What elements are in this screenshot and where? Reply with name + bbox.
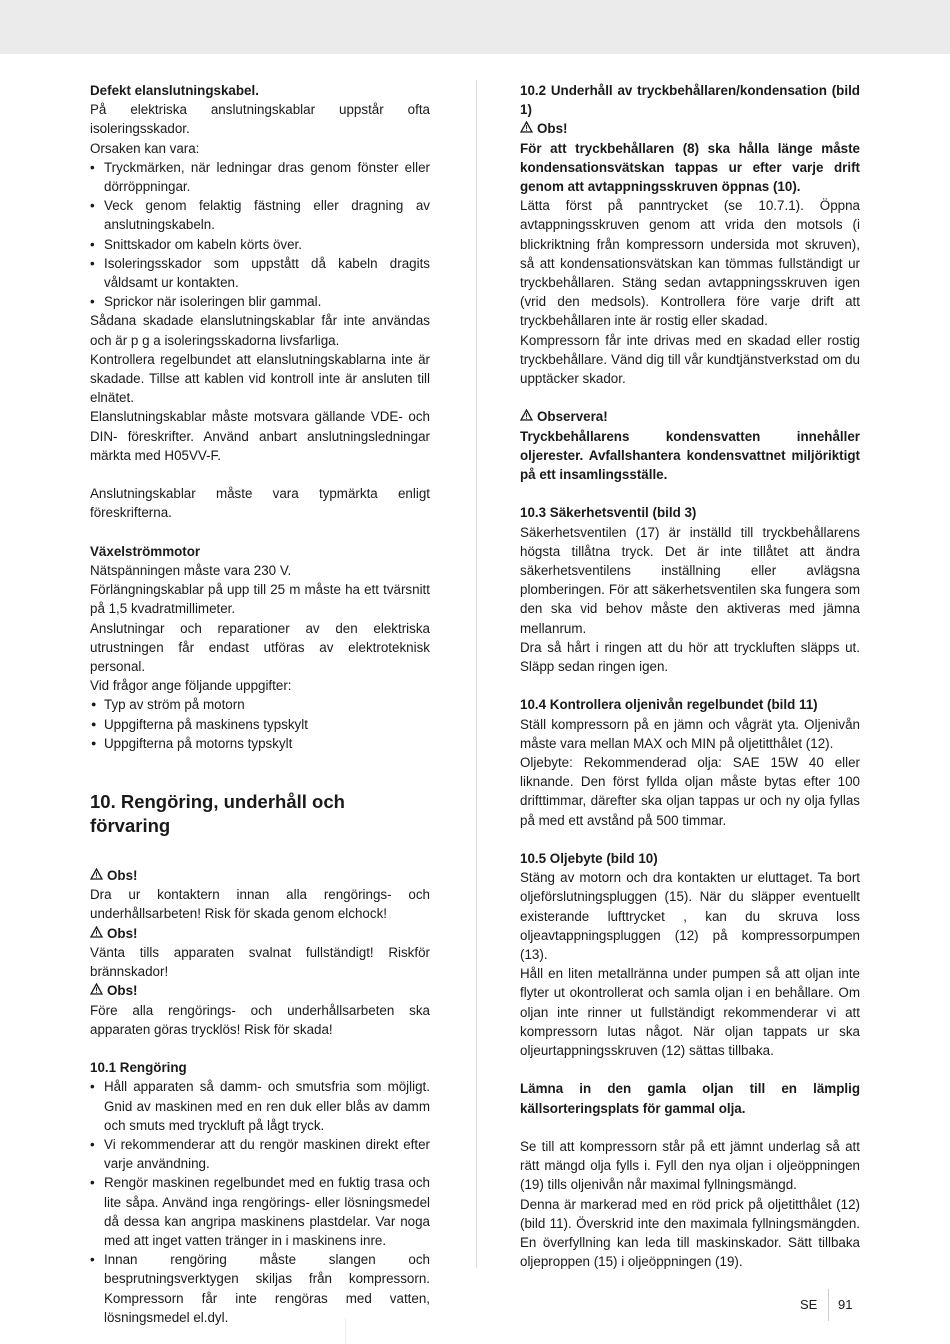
- chapter-heading: 10. Rengöring, underhåll och förvaring: [90, 791, 345, 837]
- section-heading-vaxelstrommotor: Växelströmmotor: [90, 543, 201, 559]
- column-divider: [476, 80, 477, 1268]
- section-heading-rengoring: 10.1 Rengöring: [90, 1060, 187, 1076]
- paragraph: Anslutningskablar måste vara typmärkta enligt föreskrifterna.: [90, 486, 430, 521]
- section-heading-10-5: 10.5 Oljebyte (bild 10): [520, 851, 658, 867]
- paragraph: Lätta först på panntrycket (se 10.7.1). Öppna avtappningsskruven genom att vrida den motsols (i blickriktning från kompressorn undersida mot skruven), så att kondensationsvätskan kan tömmas fullständigt ur tryckbehållaren. Stäng sedan avtappningsskruven igen (vrid den medsols). Kontrollera före varje drift att tryckbehållaren inte är rostig eller skadad.: [520, 198, 860, 329]
- left-column: [90, 81, 430, 1327]
- language-code: SE: [800, 1297, 818, 1312]
- warning-text: Vänta tills apparaten svalnat fullständigt! Riskför brännskador!: [90, 944, 430, 980]
- warning-text: För att tryckbehållaren (8) ska hålla länge måste kondensationsvätskan tappas ur efter varje drift genom att avtappningsskruven öppnas (10).: [520, 140, 860, 195]
- paragraph: Orsaken kan vara:: [90, 140, 200, 156]
- paragraph: Dra så hårt i ringen att du hör att tryckluften släpps ut. Släpp sedan ringen igen.: [520, 639, 860, 675]
- paragraph: Nätspänningen måste vara 230 V.: [90, 563, 292, 579]
- list-item: ● Uppgifterna på maskinens typskylt: [90, 715, 430, 734]
- warning-triangle-icon: [90, 866, 103, 885]
- paragraph: Håll en liten metallränna under pumpen så att oljan inte flyter ut okontrollerat och samla oljan i en behållare. Om oljan inte rinner ut fullständigt rekommenderar vi att kompressorn lutas något. När oljan tappats ur ska oljeurtappningsskruven (12) sättas tillbaka.: [520, 966, 860, 1059]
- section-heading-defekt: Defekt elanslutningskabel.: [90, 83, 259, 98]
- section-heading-10-2: 10.2 Underhåll av tryckbehållaren/kondensation (bild 1): [520, 83, 860, 118]
- warning-label: Obs!: [90, 981, 430, 1000]
- top-gray-band: [0, 0, 950, 54]
- warning-triangle-icon: [520, 119, 533, 138]
- paragraph: Elanslutningskablar måste motsvara gällande VDE- och DIN- föreskrifter. Använd anbart anslutningsledningar märkta med H05VV-F.: [90, 409, 430, 463]
- bullet-list: [90, 158, 430, 312]
- list-item: • Håll apparaten så damm- och smutsfria som möjligt. Gnid av maskinen med en ren duk eller blås av damm och smuts med tryckluft på lågt tryck.: [90, 1077, 430, 1135]
- section-heading-10-3: 10.3 Säkerhetsventil (bild 3): [520, 505, 697, 521]
- right-column: [520, 81, 860, 1272]
- list-item: • Tryckmärken, när ledningar dras genom fönster eller dörröppningar.: [90, 158, 430, 196]
- warning-label: Obs!: [520, 119, 860, 138]
- list-item: ● Typ av ström på motorn: [90, 695, 430, 714]
- paragraph: Vid frågor ange följande uppgifter:: [90, 678, 292, 694]
- bold-notice: Lämna in den gamla oljan till en lämplig källsorteringsplats för gammal olja.: [520, 1081, 860, 1116]
- section-heading-10-4: 10.4 Kontrollera oljenivån regelbundet (bild 11): [520, 697, 818, 713]
- warning-text: Dra ur kontaktern innan alla rengörings- och underhållsarbeten! Risk för skada genom elchock!: [90, 887, 430, 922]
- paragraph: Denna är markerad med en röd prick på oljetitthålet (12) (bild 11). Överskrid inte den maximala fyllningsmängden. En överfyllning kan leda till maskinskador. Sätt tillbaka oljeproppen (15) i oljeöppningen (19).: [520, 1196, 860, 1270]
- warning-triangle-icon: [90, 924, 103, 943]
- paragraph: Anslutningar och reparationer av den elektriska utrustningen får endast utföras av elektroteknisk personal.: [90, 620, 430, 675]
- warning-triangle-icon: [520, 407, 533, 426]
- warning-label: Observera!: [520, 407, 860, 426]
- warning-text: Tryckbehållarens kondensvatten innehåller oljerester. Avfallshantera kondensvattnet miljöriktigt på ett insamlingsställe.: [520, 428, 860, 483]
- paragraph: Förlängningskablar på upp till 25 m måste ha ett tvärsnitt på 1,5 kvadratmillimeter.: [90, 582, 430, 617]
- paragraph: Oljebyte: Rekommenderad olja: SAE 15W 40 eller liknande. Den först fyllda oljan måste bytas efter 100 drifttimmar, därefter ska oljan tappas ur och ny olja fyllas på med ett avstånd på 500 timmar.: [520, 755, 860, 828]
- paragraph: Sådana skadade elanslutningskablar får inte användas och är p g a isoleringsskadorna livsfarliga.: [90, 313, 430, 348]
- list-item: • Vi rekommenderar att du rengör maskinen direkt efter varje användning.: [90, 1135, 430, 1173]
- paragraph: Säkerhetsventilen (17) är inställd till tryckbehållarens högsta tillåtna tryck. Det är inte tillåtet att ändra säkerhetsventilens inställning eller avlägsna plomberingen. För att säkerhetsventilen ska fungera som den ska vid behov måste den aktiveras med jämna mellanrum.: [520, 524, 860, 636]
- list-item: • Veck genom felaktig fästning eller dragning av anslutningskabeln.: [90, 196, 430, 234]
- warning-label: Obs!: [90, 924, 430, 943]
- warning-text: Före alla rengörings- och underhållsarbeten ska apparaten göras trycklös! Risk för skada!: [90, 1002, 430, 1037]
- paragraph: Se till att kompressorn står på ett jämnt underlag så att rätt mängd olja fylls i. Fyll den nya oljan i oljeöppningen (19) tills oljenivån når maximal fyllningsmängd.: [520, 1139, 860, 1193]
- list-item: • Sprickor när isoleringen blir gammal.: [90, 292, 430, 311]
- list-item: • Rengör maskinen regelbundet med en fuktig trasa och lite såpa. Använd inga rengörings- eller lösningsmedel då dessa kan angripa maskinens plastdelar. Var noga med att inget vatten tränger in i maskinens inre.: [90, 1173, 430, 1250]
- bullet-list: [90, 1077, 430, 1327]
- paragraph: Ställ kompressorn på en jämn och vågrät yta. Oljenivån måste vara mellan MAX och MIN på oljetitthålet (12).: [520, 716, 860, 751]
- paragraph: Kompressorn får inte drivas med en skadad eller rostig tryckbehållare. Vänd dig till vår kundtjänstverkstad om du upptäcker skador.: [520, 332, 860, 387]
- page-number: 91: [838, 1297, 853, 1312]
- warning-triangle-icon: [90, 981, 103, 1000]
- paragraph: På elektriska anslutningskablar uppstår ofta isoleringsskador.: [90, 102, 430, 137]
- warning-label: Obs!: [90, 866, 430, 885]
- list-item: • Innan rengöring måste slangen och besprutningsverktygen skiljas från kompressorn. Kompressorn får inte rengöras med vatten, lösningsmedel el.dyl.: [90, 1250, 430, 1327]
- footer-separator: [828, 1289, 829, 1321]
- paragraph: Kontrollera regelbundet att elanslutningskablarna inte är skadade. Tillse att kablen vid kontroll inte är ansluten till elnätet.: [90, 351, 430, 406]
- list-item: • Snittskador om kabeln körts över.: [90, 235, 430, 254]
- paragraph: Stäng av motorn och dra kontakten ur eluttaget. Ta bort oljeförslutningspluggen (15). När du släpper eventuellt existerande lufttrycket , kan du skruva loss oljeavtappningspluggen (12) på kompressorpumpen (13).: [520, 870, 860, 963]
- dot-list: [90, 695, 430, 753]
- list-item: ● Uppgifterna på motorns typskylt: [90, 734, 430, 753]
- fold-mark: [345, 1318, 346, 1344]
- list-item: • Isoleringsskador som uppstått då kabeln dragits våldsamt ur kontakten.: [90, 254, 430, 292]
